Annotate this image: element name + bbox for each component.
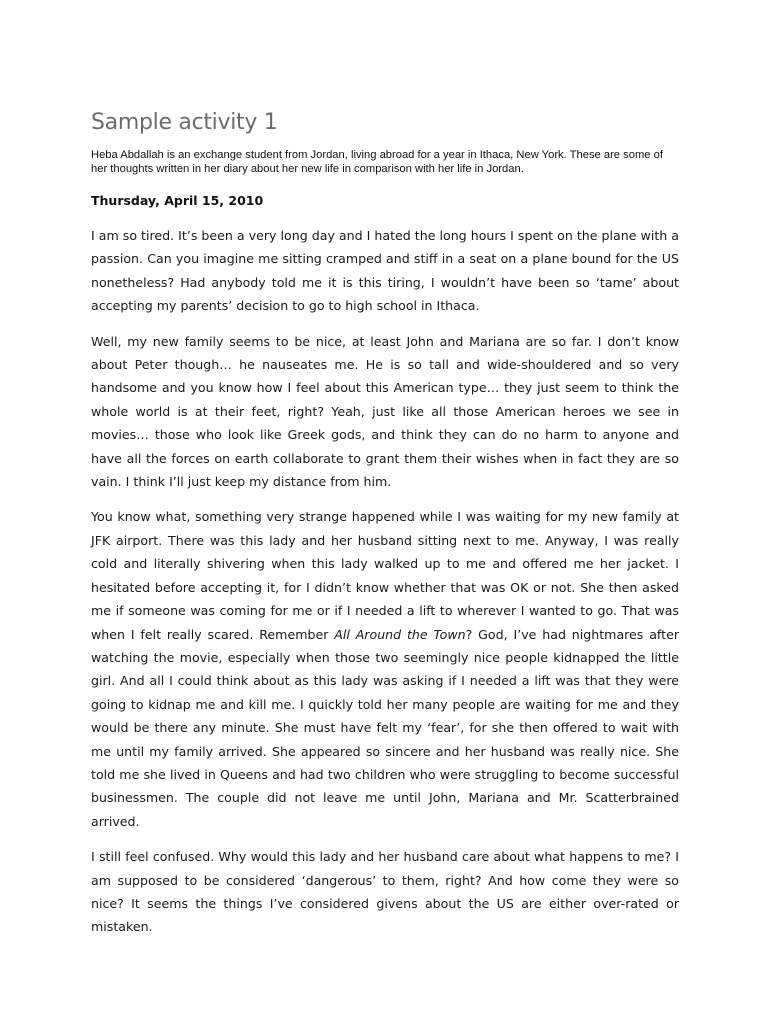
intro-text: Heba Abdallah is an exchange student from Jordan, living abroad for a year in Ithaca, New York. These are some of her thoughts written in her diary about her new life in comparison with her life in Jordan.: [91, 149, 663, 175]
document-page: [91, 108, 679, 951]
diary-paragraph-2: Well, my new family seems to be nice, at least John and Mariana are so far. I don’t know about Peter though… he nauseates me. He is so tall and wide-shouldered and so very handsome and you know how I feel about this American type… they just seem to think the whole world is at their feet, right? Yeah, just like all those American heroes we see in movies… those who look like Greek gods, and think they can do no harm to anyone and have all the forces on earth collaborate to grant them their wishes when in fact they are so vain. I think I’ll just keep my distance from him.: [91, 333, 679, 490]
page-title: Sample activity 1: [91, 110, 278, 135]
diary-paragraph-3: [91, 505, 679, 833]
paragraph-3-text-after: ? God, I’ve had nightmares after watching the movie, especially when those two seemingly nice people kidnapped the little girl. And all I could think about as this lady was asking if I needed a lift was that they were going to kidnap me and kill me. I quickly told her many people are waiting for me and they would be there any minute. She must have felt my ‘fear’, for she then offered to wait with me until my family arrived. She appeared so sincere and her husband was really nice. She told me she lived in Queens and had two children who were struggling to become successful businessmen. The couple did not leave me until John, Mariana and Mr. Scatterbrained arrived.: [91, 626, 680, 829]
diary-paragraph-4: I still feel confused. Why would this lady and her husband care about what happens to me? I am supposed to be considered ‘dangerous’ to them, right? And how come they were so nice? It seems the things I’ve considered givens about the US are either over-rated or mistaken.: [91, 849, 679, 935]
diary-date: Thursday, April 15, 2010: [91, 193, 264, 208]
diary-paragraph-1: I am so tired. It’s been a very long day and I hated the long hours I spent on the plane with a passion. Can you imagine me sitting cramped and stiff in a seat on a plane bound for the US nonetheless? Had anybody told me it is this tiring, I wouldn’t have been so ‘tame’ about accepting my parents’ decision to go to high school in Ithaca.: [91, 228, 679, 314]
paragraph-3-text-before: You know what, something very strange happened while I was waiting for my new family at JFK airport. There was this lady and her husband sitting next to me. Anyway, I was really cold and literally shivering when this lady walked up to me and offered me her jacket. I hesitated before accepting it, for I didn’t know whether that was OK or not. She then asked me if someone was coming for me or if I needed a lift to wherever I wanted to go. That was when I felt really scared. Remember: [91, 509, 679, 642]
movie-title: All Around the Town: [334, 626, 466, 642]
